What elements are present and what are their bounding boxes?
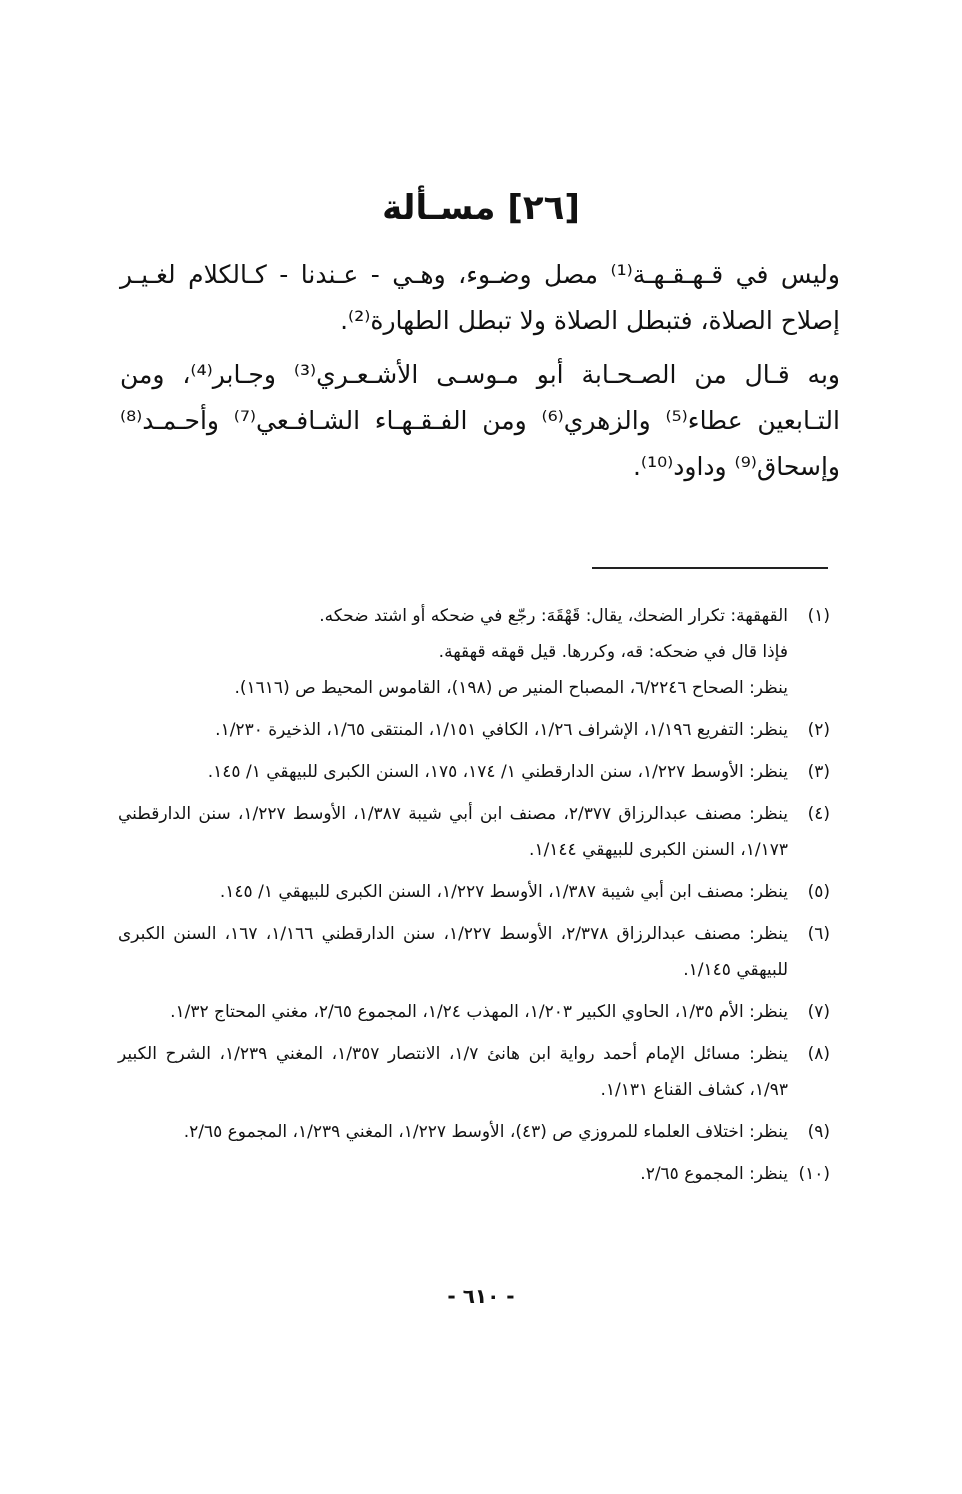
footnote-text: ينظر: مصنف عبدالرزاق ٢/٣٧٨، الأوسط ١/٢٢٧، سنن الدارقطني ١/١٦٦، ١٦٧، السنن الكبرى للبيهقي ١/١٤٥.: [118, 924, 788, 980]
footnotes-section: [118, 598, 830, 1198]
footnote-text: ينظر: اختلاف العلماء للمروزي ص (٤٣)، الأوسط ١/٢٢٧، المغني ١/٢٣٩، المجموع ٢/٦٥.: [183, 1122, 788, 1142]
footnote-divider: [592, 567, 828, 569]
footnote-number: (٥): [807, 882, 830, 902]
footnote-number: (٩): [807, 1122, 830, 1142]
footnote-10: [118, 1156, 830, 1192]
footnote-9: [118, 1114, 830, 1150]
footnote-4: [118, 796, 830, 868]
footnote-text: [118, 598, 788, 706]
footnote-text: ينظر: مسائل الإمام أحمد رواية ابن هانئ ١/٧، الانتصار ١/٣٥٧، المغني ١/٢٣٩، الشرح الكبير ١/٩٣، كشاف القناع ١/١٣١.: [118, 1044, 788, 1100]
footnote-7: [118, 994, 830, 1030]
footnote-number: (١): [807, 606, 830, 626]
page-number: - ٦١٠ -: [447, 1284, 515, 1308]
footnote-text: ينظر: مصنف عبدالرزاق ٢/٣٧٧، مصنف ابن أبي شيبة ١/٣٨٧، الأوسط ١/٢٢٧، سنن الدارقطني ١/١٧٣، السنن الكبرى للبيهقي ١/١٤٤.: [118, 804, 788, 860]
footnote-number: (٦): [807, 924, 830, 944]
footnote-text: ينظر: الأم ١/٣٥، الحاوي الكبير ١/٢٠٣، المهذب ١/٢٤، المجموع ٢/٦٥، مغني المحتاج ١/٣٢.: [170, 1002, 788, 1022]
footnote-3: [118, 754, 830, 790]
footnote-line: القهقهة: تكرار الضحك، يقال: قَهْقَهَ: رجّع في ضحكه أو اشتد ضحكه.: [319, 606, 788, 626]
footnote-6: [118, 916, 830, 988]
footnote-text: ينظر: التفريع ١/١٩٦، الإشراف ١/٢٦، الكافي ١/١٥١، المنتقى ١/٦٥، الذخيرة ١/٢٣٠.: [215, 720, 788, 740]
footnote-line: فإذا قال في ضحكه: قه، وكررها. قيل قهقه قهقهة.: [438, 642, 788, 662]
footnote-text: ينظر: مصنف ابن أبي شيبة ١/٣٨٧، الأوسط ١/٢٢٧، السنن الكبرى للبيهقي ١/ ١٤٥.: [219, 882, 788, 902]
section-title: [٢٦] مسـألة: [382, 188, 580, 228]
footnote-2: [118, 712, 830, 748]
footnote-number: (٧): [807, 1002, 830, 1022]
footnote-text: ينظر: الأوسط ١/٢٢٧، سنن الدارقطني ١/ ١٧٤، ١٧٥، السنن الكبرى للبيهقي ١/ ١٤٥.: [207, 762, 788, 782]
footnote-1: [118, 598, 830, 706]
main-paragraph-1: وليس في قـهـقـهـة⁽¹⁾ مصل وضـوء، وهـي - عـندنا - كـالكلام لغـيـر إصلاح الصلاة، فتبطل الصلاة ولا تبطل الطهارة⁽²⁾.: [120, 260, 840, 335]
footnote-number: (١٠): [798, 1164, 830, 1184]
footnote-number: (٨): [807, 1044, 830, 1064]
footnote-text: ينظر: المجموع ٢/٦٥.: [640, 1164, 788, 1184]
footnote-number: (٤): [807, 804, 830, 824]
main-paragraph-2: وبه قـال من الصـحـابة أبو مـوسـى الأشـعـري⁽³⁾ وجـابر⁽⁴⁾، ومن التـابعين عطاء⁽⁵⁾ والزهري⁽⁶⁾ ومن الفـقـهـاء الشـافـعي⁽⁷⁾ وأحـمـد⁽⁸⁾ وإسحاق⁽⁹⁾ وداود⁽¹⁰⁾.: [120, 360, 840, 481]
footnote-number: (٢): [807, 720, 830, 740]
footnote-line: ينظر: الصحاح ٦/٢٢٤٦، المصباح المنير ص (١٩٨)، القاموس المحيط ص (١٦١٦).: [234, 678, 788, 698]
footnote-number: (٣): [807, 762, 830, 782]
footnote-8: [118, 1036, 830, 1108]
footnote-5: [118, 874, 830, 910]
